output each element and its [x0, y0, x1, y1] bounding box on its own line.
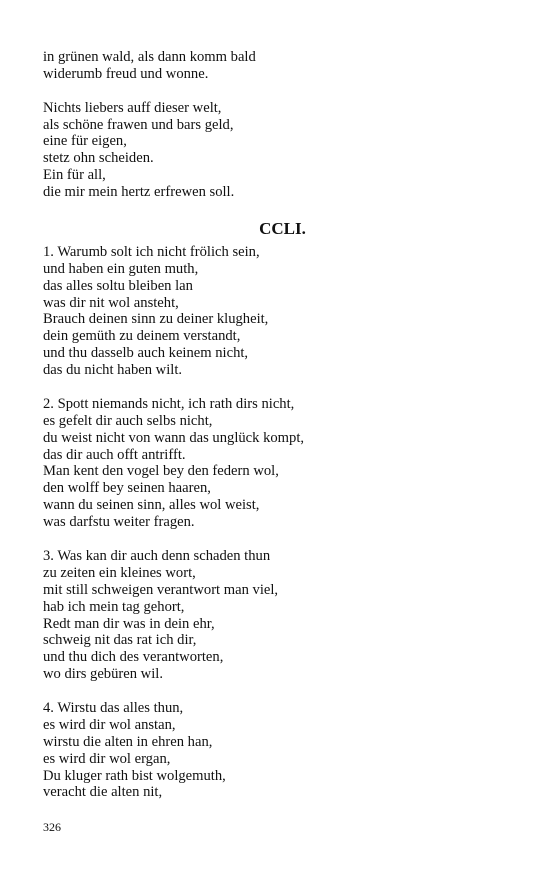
- verse-line: als schöne frawen und bars geld,: [43, 116, 234, 133]
- stanza: [43, 244, 510, 379]
- verse-line: 2. Spott niemands nicht, ich rath dirs nicht,: [43, 395, 295, 412]
- stanza: [43, 49, 510, 83]
- verse-line: die mir mein hertz erfrewen soll.: [43, 184, 235, 201]
- verse-line: 1. Warumb solt ich nicht frölich sein,: [43, 243, 260, 260]
- verse-line: du weist nicht von wann das unglück kompt,: [43, 429, 305, 446]
- verse-line: schweig nit das rat ich dir,: [43, 632, 197, 649]
- verse-line: Du kluger rath bist wolgemuth,: [43, 767, 226, 784]
- verse-line: hab ich mein tag gehort,: [43, 598, 185, 615]
- verse-line: Brauch deinen sinn zu deiner klugheit,: [43, 311, 269, 328]
- verse-line: und thu dich des verantworten,: [43, 649, 224, 666]
- verse-line: veracht die alten nit,: [43, 784, 163, 801]
- page-body: [43, 49, 510, 818]
- verse-line: es gefelt dir auch selbs nicht,: [43, 412, 213, 429]
- verse-line: das alles soltu bleiben lan: [43, 277, 193, 294]
- verse-line: in grünen wald, als dann komm bald: [43, 49, 256, 65]
- verse-line: was darfstu weiter fragen.: [43, 514, 195, 531]
- song-heading: CCLI.: [259, 218, 306, 238]
- page-number: 326: [43, 820, 61, 834]
- verse-line: 4. Wirstu das alles thun,: [43, 699, 184, 716]
- verse-line: Nichts liebers auff dieser welt,: [43, 99, 222, 116]
- verse-line: es wird dir wol anstan,: [43, 716, 176, 733]
- verse-line: 3. Was kan dir auch denn schaden thun: [43, 547, 271, 564]
- previous-song-ending: [43, 49, 510, 201]
- verse-line: was dir nit wol ansteht,: [43, 294, 179, 311]
- verse-line: zu zeiten ein kleines wort,: [43, 564, 196, 581]
- verse-line: es wird dir wol ergan,: [43, 750, 171, 767]
- stanza: [43, 396, 510, 531]
- stanza: [43, 548, 510, 683]
- verse-line: wo dirs gebüren wil.: [43, 666, 163, 683]
- verse-line: den wolff bey seinen haaren,: [43, 480, 211, 497]
- stanza: [43, 700, 510, 801]
- verse-line: dein gemüth zu deinem verstandt,: [43, 328, 241, 345]
- verse-line: mit still schweigen verantwort man viel,: [43, 581, 279, 598]
- verse-line: widerumb freud und wonne.: [43, 65, 209, 82]
- verse-line: wirstu die alten in ehren han,: [43, 733, 213, 750]
- verse-line: Man kent den vogel bey den federn wol,: [43, 463, 279, 480]
- verse-line: Redt man dir was in dein ehr,: [43, 615, 215, 632]
- song-text: [43, 244, 510, 801]
- verse-line: das dir auch offt antrifft.: [43, 446, 186, 463]
- verse-line: wann du seinen sinn, alles wol weist,: [43, 497, 260, 514]
- verse-line: das du nicht haben wilt.: [43, 362, 183, 379]
- stanza: [43, 100, 510, 201]
- verse-line: Ein für all,: [43, 167, 106, 184]
- verse-line: und haben ein guten muth,: [43, 260, 199, 277]
- verse-line: stetz ohn scheiden.: [43, 150, 154, 167]
- verse-line: eine für eigen,: [43, 133, 127, 150]
- verse-line: und thu dasselb auch keinem nicht,: [43, 345, 249, 362]
